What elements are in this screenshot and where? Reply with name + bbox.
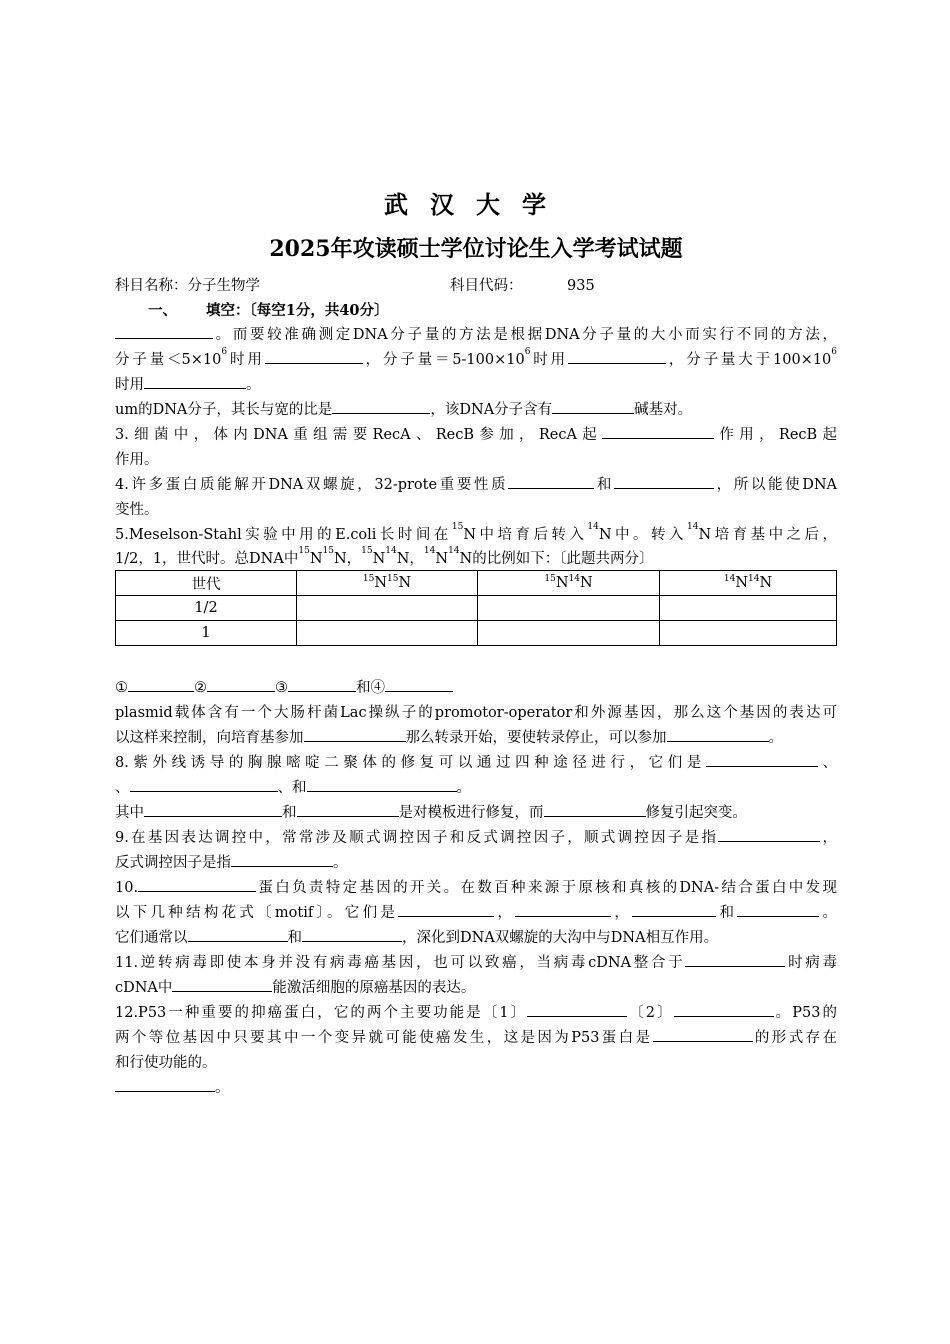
- q8-line1: 8.紫外线诱导的胸腺嘧啶二聚体的修复可以通过四种途径进行，它们是 、: [115, 751, 837, 776]
- q3-line2: 作用。: [115, 452, 159, 468]
- blank[interactable]: [115, 1077, 215, 1092]
- table-row: [116, 621, 837, 646]
- q5-line1: 5.Meselson-Stahl实验中用的E.coli长时间在$^{15}$N中培育后转入$^{14}$N中。转入$^{14}$N培育基中之后，: [115, 522, 838, 543]
- section-title: 填空：〔每空1分，共40分〕: [206, 302, 389, 319]
- section-number: 一、: [148, 302, 177, 319]
- header-14n14n: $^{14}N^{14}N$: [660, 571, 837, 596]
- blank[interactable]: [515, 902, 611, 917]
- answer-cell[interactable]: [297, 596, 478, 621]
- q11-line1: 11.逆转病毒即使本身并没有病毒癌基因，也可以致癌，当病毒cDNA整合于 时病毒: [115, 951, 837, 976]
- university-title: 武汉大学: [384, 190, 568, 219]
- blank[interactable]: [207, 677, 275, 692]
- blank[interactable]: [288, 677, 356, 692]
- blank[interactable]: [188, 927, 288, 942]
- q8-line2: 、 、和 。: [115, 776, 837, 801]
- blank[interactable]: [508, 474, 594, 489]
- blank[interactable]: [398, 902, 494, 917]
- answer-cell[interactable]: [478, 596, 660, 621]
- blank[interactable]: [653, 1027, 753, 1042]
- blank[interactable]: [138, 877, 256, 892]
- blank[interactable]: [614, 474, 714, 489]
- q7-line1: plasmid载体含有一个大肠杆菌Lac操纵子的promotor-operator和外源基因，那么这个基因的表达可: [115, 705, 837, 721]
- q1-line2: 分子量$<5\times 10^6$时用 ，分子量$=5-100\times 10^6$时用 ，分子量大于$100\times 10^6$: [115, 347, 838, 368]
- q2: um的DNA分子，其长与宽的比是 ，该DNA分子含有 碱基对。: [115, 398, 837, 423]
- q4-line2: 变性。: [115, 502, 159, 518]
- blank[interactable]: [130, 777, 278, 792]
- blank[interactable]: [552, 399, 634, 414]
- section-heading: [115, 298, 837, 323]
- answer-cell[interactable]: [478, 621, 660, 646]
- q10-line3: 它们通常以 和 ，深化到DNA双螺旋的大沟中与DNA相互作用。: [115, 926, 837, 951]
- blank[interactable]: [737, 902, 819, 917]
- blank[interactable]: [265, 349, 363, 364]
- q8-line3: 其中 和 是对模板进行修复，而 修复引起突变。: [115, 801, 837, 826]
- q3-line1: 3.细菌中，体内DNA重组需要RecA、RecB参加，RecA起 作用，RecB起: [115, 423, 837, 448]
- q6: ① ② ③ 和④: [115, 676, 837, 701]
- q11-line2: cDNA中 能激活细胞的原癌基因的表达。: [115, 976, 837, 1001]
- blank[interactable]: [144, 802, 282, 817]
- blank[interactable]: [144, 374, 246, 389]
- code-label: 科目代码：: [450, 278, 523, 294]
- blank[interactable]: [385, 677, 453, 692]
- blank[interactable]: [602, 424, 714, 439]
- subject-label: 科目名称：: [115, 278, 188, 294]
- q13: 。: [115, 1076, 837, 1101]
- blank[interactable]: [685, 952, 785, 967]
- blank[interactable]: [115, 324, 213, 339]
- blank[interactable]: [231, 852, 333, 867]
- subject-info: [115, 274, 837, 299]
- blank[interactable]: [172, 977, 272, 992]
- q9-line2: 反式调控因子是指 。: [115, 851, 837, 876]
- blank[interactable]: [304, 727, 406, 742]
- q12-line3: 和行使功能的。: [115, 1055, 217, 1071]
- generation-table: [115, 570, 837, 646]
- answer-cell[interactable]: [297, 621, 478, 646]
- answer-cell[interactable]: [660, 621, 837, 646]
- blank[interactable]: [674, 1002, 774, 1017]
- blank[interactable]: [307, 777, 457, 792]
- q12-line1: 12.P53一种重要的抑癌蛋白，它的两个主要功能是〔1〕 〔2〕 。P53的: [115, 1001, 837, 1026]
- q10-line2: 以下几种结构花式〔motif〕。它们是 ， ， 和 。: [115, 901, 837, 926]
- blank[interactable]: [332, 399, 430, 414]
- blank[interactable]: [632, 902, 716, 917]
- subject-value: 分子生物学: [187, 278, 260, 294]
- answer-cell[interactable]: [660, 596, 837, 621]
- q9-line1: 9.在基因表达调控中，常常涉及顺式调控因子和反式调控因子，顺式调控因子是指 ，: [115, 826, 837, 851]
- blank[interactable]: [302, 927, 402, 942]
- q10-line1: 10. 蛋白负责特定基因的开关。在数百种来源于原核和真核的DNA-结合蛋白中发现: [115, 876, 837, 901]
- table-header-row: [116, 571, 837, 596]
- code-value: 935: [567, 278, 595, 294]
- blank[interactable]: [128, 677, 194, 692]
- blank[interactable]: [706, 752, 818, 767]
- exam-title: 2025年攻读硕士学位讨论生入学考试试题: [269, 236, 683, 262]
- header-15n15n: $^{15}N^{15}N$: [297, 571, 478, 596]
- q1-line1: 。而要较准确测定DNA分子量的方法是根据DNA分子量的大小而实行不同的方法，: [115, 323, 837, 348]
- q1-line3: 时用 。: [115, 373, 837, 398]
- blank[interactable]: [718, 827, 820, 842]
- row-generation: 1/2: [116, 596, 297, 621]
- header-generation: 世代: [116, 571, 297, 596]
- blank[interactable]: [527, 1002, 627, 1017]
- blank[interactable]: [667, 727, 769, 742]
- header-15n14n: $^{15}N^{14}N$: [478, 571, 660, 596]
- q7-line2: 以这样来控制，向培育基参加 那么转录开始，要使转录停止，可以参加 。: [115, 726, 837, 751]
- q4-line1: 4.许多蛋白质能解开DNA双螺旋，32-prote重要性质 和 ，所以能使DNA: [115, 473, 837, 498]
- row-generation: 1: [116, 621, 297, 646]
- blank[interactable]: [568, 349, 666, 364]
- q12-line2: 两个等位基因中只要其中一个变异就可能使癌发生，这是因为P53蛋白是 的形式存在: [115, 1026, 837, 1051]
- blank[interactable]: [297, 802, 399, 817]
- table-row: [116, 596, 837, 621]
- blank[interactable]: [544, 802, 646, 817]
- q5-line2: 1/2，1，世代时。总DNA中$^{15}N^{15}N$，$^{15}N^{14}N$，$^{14}N^{14}N$的比例如下：〔此题共两分〕: [115, 546, 654, 567]
